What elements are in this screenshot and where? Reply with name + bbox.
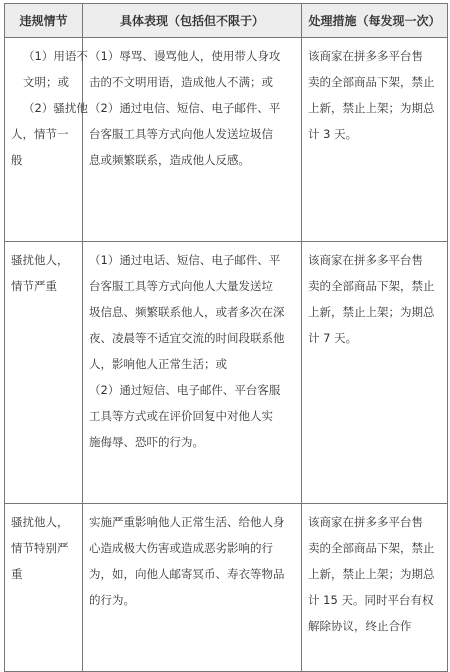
header-manifestation: 具体表现（包括但不限于）: [83, 4, 302, 38]
cell-line: 人，影响他人正常生活；或: [89, 357, 227, 371]
cell-line: 台客服工具等方式向他人发送垃圾信: [89, 127, 273, 141]
table-row: [5, 38, 448, 242]
manifestation-cell: [83, 38, 302, 242]
cell-line: 为，如，向他人邮寄冥币、寿衣等物品: [89, 567, 285, 581]
cell-line: （1）用语不: [23, 49, 88, 63]
manifestation-cell: [83, 504, 302, 672]
cell-line: 施侮辱、恐吓的行为。: [89, 435, 204, 449]
cell-line: 计 7 天。: [308, 331, 358, 345]
header-violation: 违规情节: [5, 4, 83, 38]
cell-line: 该商家在拼多多平台售: [308, 253, 423, 267]
cell-line: 卖的全部商品下架，禁止: [308, 279, 435, 293]
measure-cell: [302, 242, 448, 504]
cell-line: 文明；或: [23, 75, 69, 89]
cell-line: 重: [11, 567, 23, 581]
manifestation-cell: [83, 242, 302, 504]
measure-cell: [302, 38, 448, 242]
cell-line: 夜、凌晨等不适宜交流的时间段联系他: [89, 331, 285, 345]
cell-line: 情节特别严: [11, 541, 69, 555]
cell-line: 骚扰他人，: [11, 515, 69, 529]
violation-cell: [5, 38, 88, 242]
cell-line: 情节严重: [11, 279, 57, 293]
cell-line: 击的不文明用语，造成他人不满；或: [89, 75, 273, 89]
cell-line: 卖的全部商品下架，禁止: [308, 75, 435, 89]
cell-line: 工具等方式或在评价回复中对他人实: [89, 409, 273, 423]
cell-line: （2）通过电信、短信、电子邮件、平: [89, 101, 281, 115]
table-row: [5, 504, 448, 672]
cell-line: 圾信息、频繁联系他人，或者多次在深: [89, 305, 285, 319]
measure-cell: [302, 504, 448, 672]
cell-line: （1）通过电话、短信、电子邮件、平: [89, 253, 281, 267]
cell-line: 实施严重影响他人正常生活、给他人身: [89, 515, 285, 529]
cell-line: 心造成极大伤害或造成恶劣影响的行: [89, 541, 273, 555]
cell-line: （2）通过短信、电子邮件、平台客服: [89, 383, 281, 397]
cell-line: 上新，禁止上架；为期总: [308, 305, 435, 319]
cell-line: （1）辱骂、谩骂他人，使用带人身攻: [89, 49, 281, 63]
cell-line: 该商家在拼多多平台售: [308, 515, 423, 529]
cell-line: 上新，禁止上架；为期总: [308, 567, 435, 581]
cell-line: 计 15 天。同时平台有权: [308, 593, 434, 607]
violation-cell: [5, 504, 83, 672]
cell-line: 般: [11, 153, 23, 167]
violation-cell: [5, 242, 83, 504]
cell-line: 的行为。: [89, 593, 135, 607]
cell-line: 息或频繁联系，造成他人反感。: [89, 153, 250, 167]
cell-line: 上新，禁止上架；为期总: [308, 101, 435, 115]
cell-line: 人，情节一: [11, 127, 69, 141]
cell-line: 该商家在拼多多平台售: [308, 49, 423, 63]
table-row: [5, 242, 448, 504]
cell-line: 解除协议，终止合作: [308, 619, 412, 633]
violation-table: [4, 3, 448, 672]
cell-line: 骚扰他人，: [11, 253, 69, 267]
header-measure: 处理措施（每发现一次）: [302, 4, 448, 38]
cell-line: 计 3 天。: [308, 127, 358, 141]
cell-line: 卖的全部商品下架，禁止: [308, 541, 435, 555]
header-row: [5, 4, 448, 38]
cell-line: （2）骚扰他: [23, 101, 88, 115]
cell-line: 台客服工具等方式向他人大量发送垃: [89, 279, 273, 293]
